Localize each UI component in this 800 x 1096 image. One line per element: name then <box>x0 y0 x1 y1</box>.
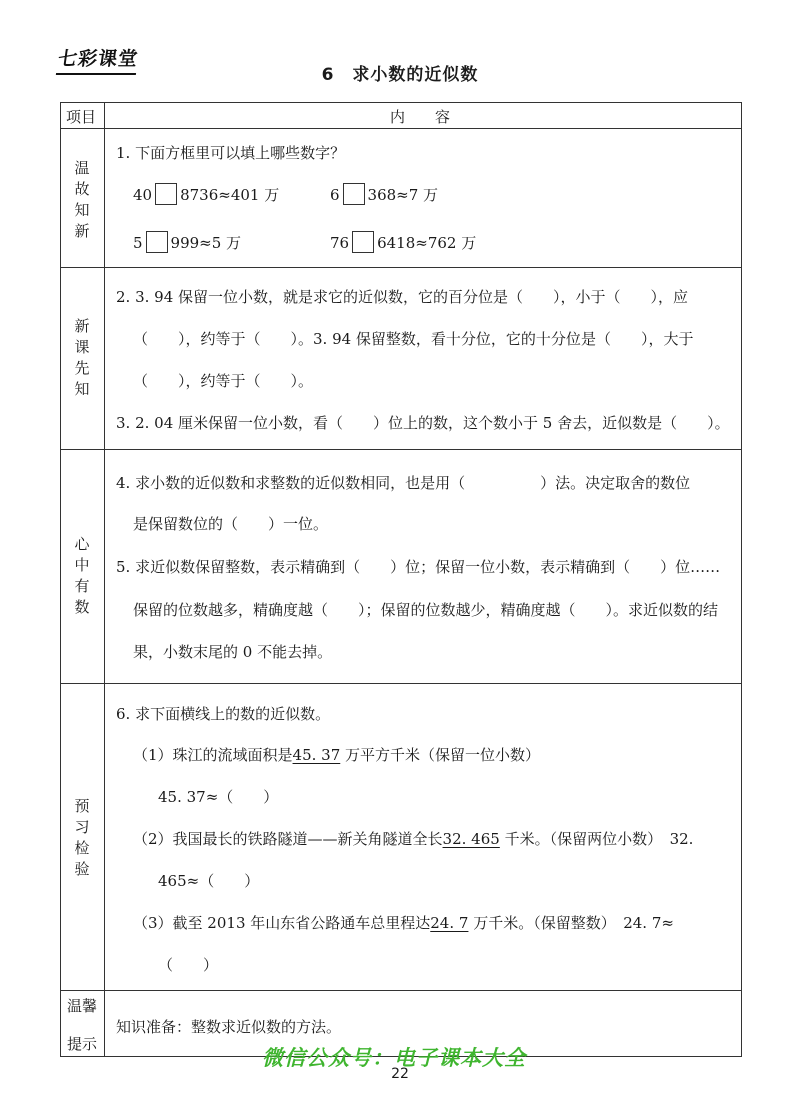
row-divider <box>60 267 742 268</box>
answer-box[interactable] <box>146 231 168 253</box>
row-divider <box>60 128 742 129</box>
question-2-line-1: 2. 3. 94 保留一位小数，就是求它的近似数，它的百分位是（ ），小于（ ），应 <box>116 288 689 306</box>
row-divider <box>60 449 742 450</box>
question-6-stem: 6. 求下面横线上的数的近似数。 <box>116 705 331 723</box>
section-label-review: 温 故 知 新 <box>74 159 90 240</box>
section-label-keypoints: 心 中 有 数 <box>74 535 90 616</box>
question-1-a: 40 8736≈401 万 <box>133 184 279 207</box>
question-6-part-2-answer: 465≈（ ） <box>158 872 260 890</box>
question-4-line-1: 4. 求小数的近似数和求整数的近似数相同，也是用（ ）法。决定取舍的数位 <box>116 474 691 492</box>
underlined-number: 24. 7 <box>430 914 469 932</box>
section-label-check: 预 习 检 验 <box>74 797 90 878</box>
brand-logo: 七彩课堂 <box>56 44 140 75</box>
answer-box[interactable] <box>155 183 177 205</box>
section-label-preview: 新 课 先 知 <box>74 317 90 398</box>
question-3: 3. 2. 04 厘米保留一位小数，看（ ）位上的数，这个数小于 5 舍去，近似数是（ ）。 <box>116 414 730 432</box>
question-1-b: 6 368≈7 万 <box>330 184 438 207</box>
question-1-c: 5 999≈5 万 <box>133 232 241 255</box>
question-5-line-2: 保留的位数越多，精确度越（ ）；保留的位数越少，精确度越（ ）。求近似数的结 <box>133 601 719 619</box>
section-label-tip-top: 温馨 <box>66 997 97 1015</box>
tip-text: 知识准备：整数求近似数的方法。 <box>116 1018 342 1036</box>
question-1-d: 76 6418≈762 万 <box>330 232 476 255</box>
question-2-line-2: （ ），约等于（ ）。3. 94 保留整数，看十分位，它的十分位是（ ），大于 <box>133 330 694 348</box>
header-content: 内 容 <box>390 108 451 126</box>
question-2-line-3: （ ），约等于（ ）。 <box>133 372 314 390</box>
question-6-part-2: （2）我国最长的铁路隧道——新关角隧道全长32. 465 千米。（保留两位小数） 32. <box>133 830 694 848</box>
question-6-part-3: （3）截至 2013 年山东省公路通车总里程达24. 7 万千米。（保留整数） 24. 7≈ <box>133 914 674 932</box>
answer-box[interactable] <box>343 183 365 205</box>
underlined-number: 32. 465 <box>442 830 500 848</box>
question-4-line-2: 是保留数位的（ ）一位。 <box>133 515 329 533</box>
section-label-tip-bottom: 提示 <box>66 1035 97 1053</box>
question-5-line-3: 果，小数末尾的 0 不能去掉。 <box>133 643 333 661</box>
page-title: 6 求小数的近似数 <box>321 65 479 85</box>
question-6-part-1-answer: 45. 37≈（ ） <box>158 788 279 806</box>
question-6-part-1: （1）珠江的流域面积是45. 37 万平方千米（保留一位小数） <box>133 746 541 764</box>
question-1-stem: 1. 下面方框里可以填上哪些数字？ <box>116 144 346 162</box>
underlined-number: 45. 37 <box>292 746 341 764</box>
column-divider <box>104 102 105 1057</box>
header-item: 项目 <box>66 108 97 126</box>
page-number: 22 <box>391 1066 409 1082</box>
row-divider <box>60 990 742 991</box>
question-5-line-1: 5. 求近似数保留整数，表示精确到（ ）位；保留一位小数，表示精确到（ ）位…… <box>116 558 721 576</box>
question-6-part-3-answer: （ ） <box>158 956 219 974</box>
answer-box[interactable] <box>352 231 374 253</box>
watermark: 微信公众号：电子课本大全 <box>262 1046 526 1070</box>
row-divider <box>60 683 742 684</box>
